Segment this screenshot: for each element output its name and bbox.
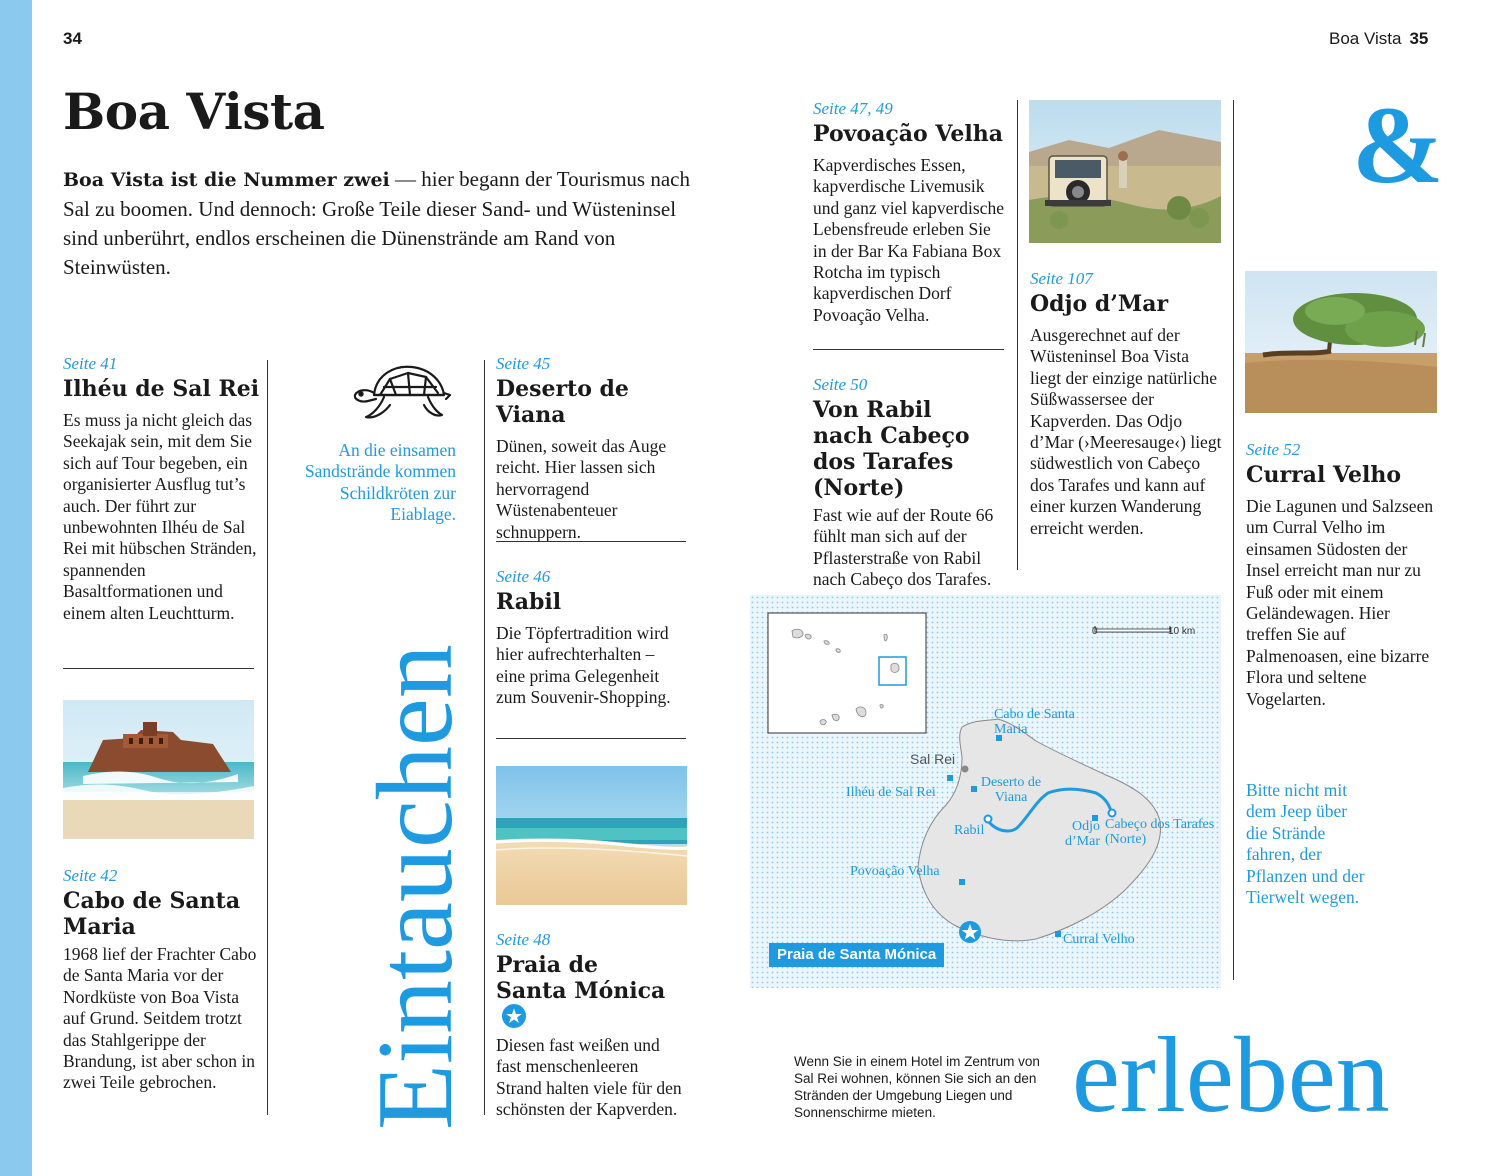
map-scale-end: 10 km — [1168, 626, 1196, 637]
column-rule — [1017, 100, 1018, 570]
jeep-note: Bitte nicht mit dem Jeep über die Strände fahren, der Pflanzen und der Tierwelt wegen. — [1246, 780, 1365, 908]
entry-praia-santa-monica — [496, 930, 691, 1121]
page-reference: Seite 48 — [496, 930, 551, 949]
entry-curral-velho — [1246, 440, 1441, 710]
entry-heading: Von Rabil nach Cabeço dos Tarafes (Norte) — [813, 397, 970, 501]
page-reference: Seite 50 — [813, 375, 868, 394]
left-page-number: 34 — [63, 29, 82, 48]
entry-rabil-route — [813, 375, 1008, 591]
map-label-praia: Praia de Santa Mónica — [769, 943, 944, 967]
column-rule — [1233, 100, 1234, 980]
intro-paragraph — [63, 165, 693, 282]
entry-text: Fast wie auf der Route 66 fühlt man sich auf der Pflasterstraße von Rabil nach Cabeço dos Tarafes. — [813, 505, 994, 590]
page-reference: Seite 45 — [496, 354, 551, 373]
island-map — [750, 595, 1221, 988]
map-label-odjo: Odjo d’Mar — [1065, 819, 1100, 849]
divider — [496, 541, 686, 542]
entry-heading-text: Praia de Santa Mónica — [496, 952, 666, 1004]
entry-text: Die Töpfertradition wird hier aufrechterhalten – eine prima Gelegenheit zum Souvenir-Shopping. — [496, 623, 671, 708]
entry-heading: Rabil — [496, 589, 562, 615]
divider — [63, 668, 254, 669]
star-icon — [502, 1004, 526, 1028]
beach-photo — [496, 766, 687, 905]
page-edge-strip — [0, 0, 32, 1176]
map-label-deserto: Deserto de Viana — [980, 775, 1042, 805]
entry-text: Die Lagunen und Salzseen um Curral Velho im einsamen Südosten der Insel erreicht man nur zu Fuß oder mit einem Geländewagen. Hier treffen Sie auf Palmenoasen, eine bizarre Flora und seltene Vogelarten. — [1246, 496, 1434, 709]
big-word-erleben: erleben — [1072, 1016, 1390, 1135]
turtle-caption: An die einsamen Sandstrände kommen Schildkröten zur Eiablage. — [304, 440, 456, 525]
entry-heading: Odjo d’Mar — [1030, 291, 1169, 317]
page-reference: Seite 52 — [1246, 440, 1301, 459]
entry-povoacao-velha — [813, 99, 1008, 326]
entry-odjo-dmar — [1030, 269, 1225, 539]
map-label-povoacao: Povoação Velha — [850, 864, 940, 879]
turtle-icon — [350, 359, 454, 429]
shipwreck-photo — [63, 700, 254, 839]
entry-heading: Curral Velho — [1246, 462, 1402, 488]
big-word-eintauchen: Eintauchen — [356, 644, 475, 1130]
entry-heading — [496, 952, 676, 1031]
right-page-number: 35 — [1409, 29, 1429, 48]
entry-deserto-de-viana — [496, 354, 691, 543]
map-label-ilheu: Ilhéu de Sal Rei — [846, 785, 936, 800]
entry-heading: Povoação Velha — [813, 121, 1003, 147]
intro-rest: — hier begann der Tourismus nach Sal zu boomen. Und dennoch: Große Teile dieser Sand- und Wüsteninsel sind unberührt, endlos erscheinen die Dünenstrände am Rand von Steinwüsten. — [63, 167, 690, 279]
entry-ilheu — [63, 354, 263, 624]
map-label-salrei: Sal Rei — [910, 751, 956, 767]
entry-text: Diesen fast weißen und fast menschenleeren Strand halten viele für den schönsten der Kapverden. — [496, 1035, 682, 1120]
entry-text: Kapverdisches Essen, kapverdische Livemusik und ganz viel kapverdische Lebensfreude erleben Sie in der Bar Ka Fabiana Box Rotcha im typisch kapverdischen Dorf Povoação Velha. — [813, 155, 1004, 325]
entry-cabo-santa-maria — [63, 866, 263, 1094]
entry-text: 1968 lief der Frachter Cabo de Santa Maria vor der Nordküste von Boa Vista auf Grund. Seitdem trotzt das Stahlgerippe der Brandung, ist aber schon in zwei Teile gebrochen. — [63, 944, 257, 1093]
page-reference: Seite 41 — [63, 354, 118, 373]
column-rule — [267, 360, 268, 1115]
column-rule — [484, 360, 485, 1115]
map-label-cabo: Cabo de Santa Maria — [994, 707, 1075, 737]
running-header-title: Boa Vista — [1329, 29, 1402, 48]
map-label-cabeco: Cabeço dos Tarafes (Norte) — [1105, 817, 1215, 847]
map-label-rabil: Rabil — [954, 823, 985, 838]
divider — [496, 738, 686, 739]
entry-heading: Cabo de Santa Maria — [63, 888, 241, 940]
entry-rabil — [496, 567, 691, 709]
intro-bold: Boa Vista ist die Nummer zwei — [63, 169, 390, 191]
entry-heading: Ilhéu de Sal Rei — [63, 376, 260, 402]
entry-text: Ausgerechnet auf der Wüsteninsel Boa Vista liegt der einzige natürliche Süßwassersee der Kapverden. Das Odjo d’Mar (›Meeresauge‹) liegt südwestlich von Cabeço dos Tarafes und kann auf einer kurzen Wanderung erreicht werden. — [1030, 325, 1222, 538]
tree-photo — [1245, 271, 1437, 413]
map-label-curral: Curral Velho — [1063, 932, 1135, 947]
map-scale-start: 0 — [1092, 626, 1098, 637]
page-reference: Seite 107 — [1030, 269, 1093, 288]
divider — [813, 349, 1004, 350]
big-ampersand: & — [1352, 84, 1444, 206]
running-header — [1329, 29, 1428, 49]
entry-text: Dünen, soweit das Auge reicht. Hier lassen sich hervorragend Wüstenabenteuer schnuppern. — [496, 436, 667, 542]
entry-heading: Deserto de Viana — [496, 376, 629, 428]
page-reference: Seite 47, 49 — [813, 99, 893, 118]
page-reference: Seite 42 — [63, 866, 118, 885]
hotel-note: Wenn Sie in einem Hotel im Zentrum von Sal Rei wohnen, können Sie sich an den Stränden der Umgebung Liegen und Sonnenschirme mieten. — [794, 1054, 1040, 1120]
entry-text: Es muss ja nicht gleich das Seekajak sein, mit dem Sie sich auf Tour begeben, ein organisierter Ausflug tut’s auch. Der führt zur unbewohnten Ilhéu de Sal Rei mit hübschen Stränden, spannenden Basaltformationen und einem alten Leuchtturm. — [63, 410, 257, 623]
jeep-photo — [1029, 100, 1221, 243]
page-reference: Seite 46 — [496, 567, 551, 586]
page-title: Boa Vista — [63, 82, 325, 141]
